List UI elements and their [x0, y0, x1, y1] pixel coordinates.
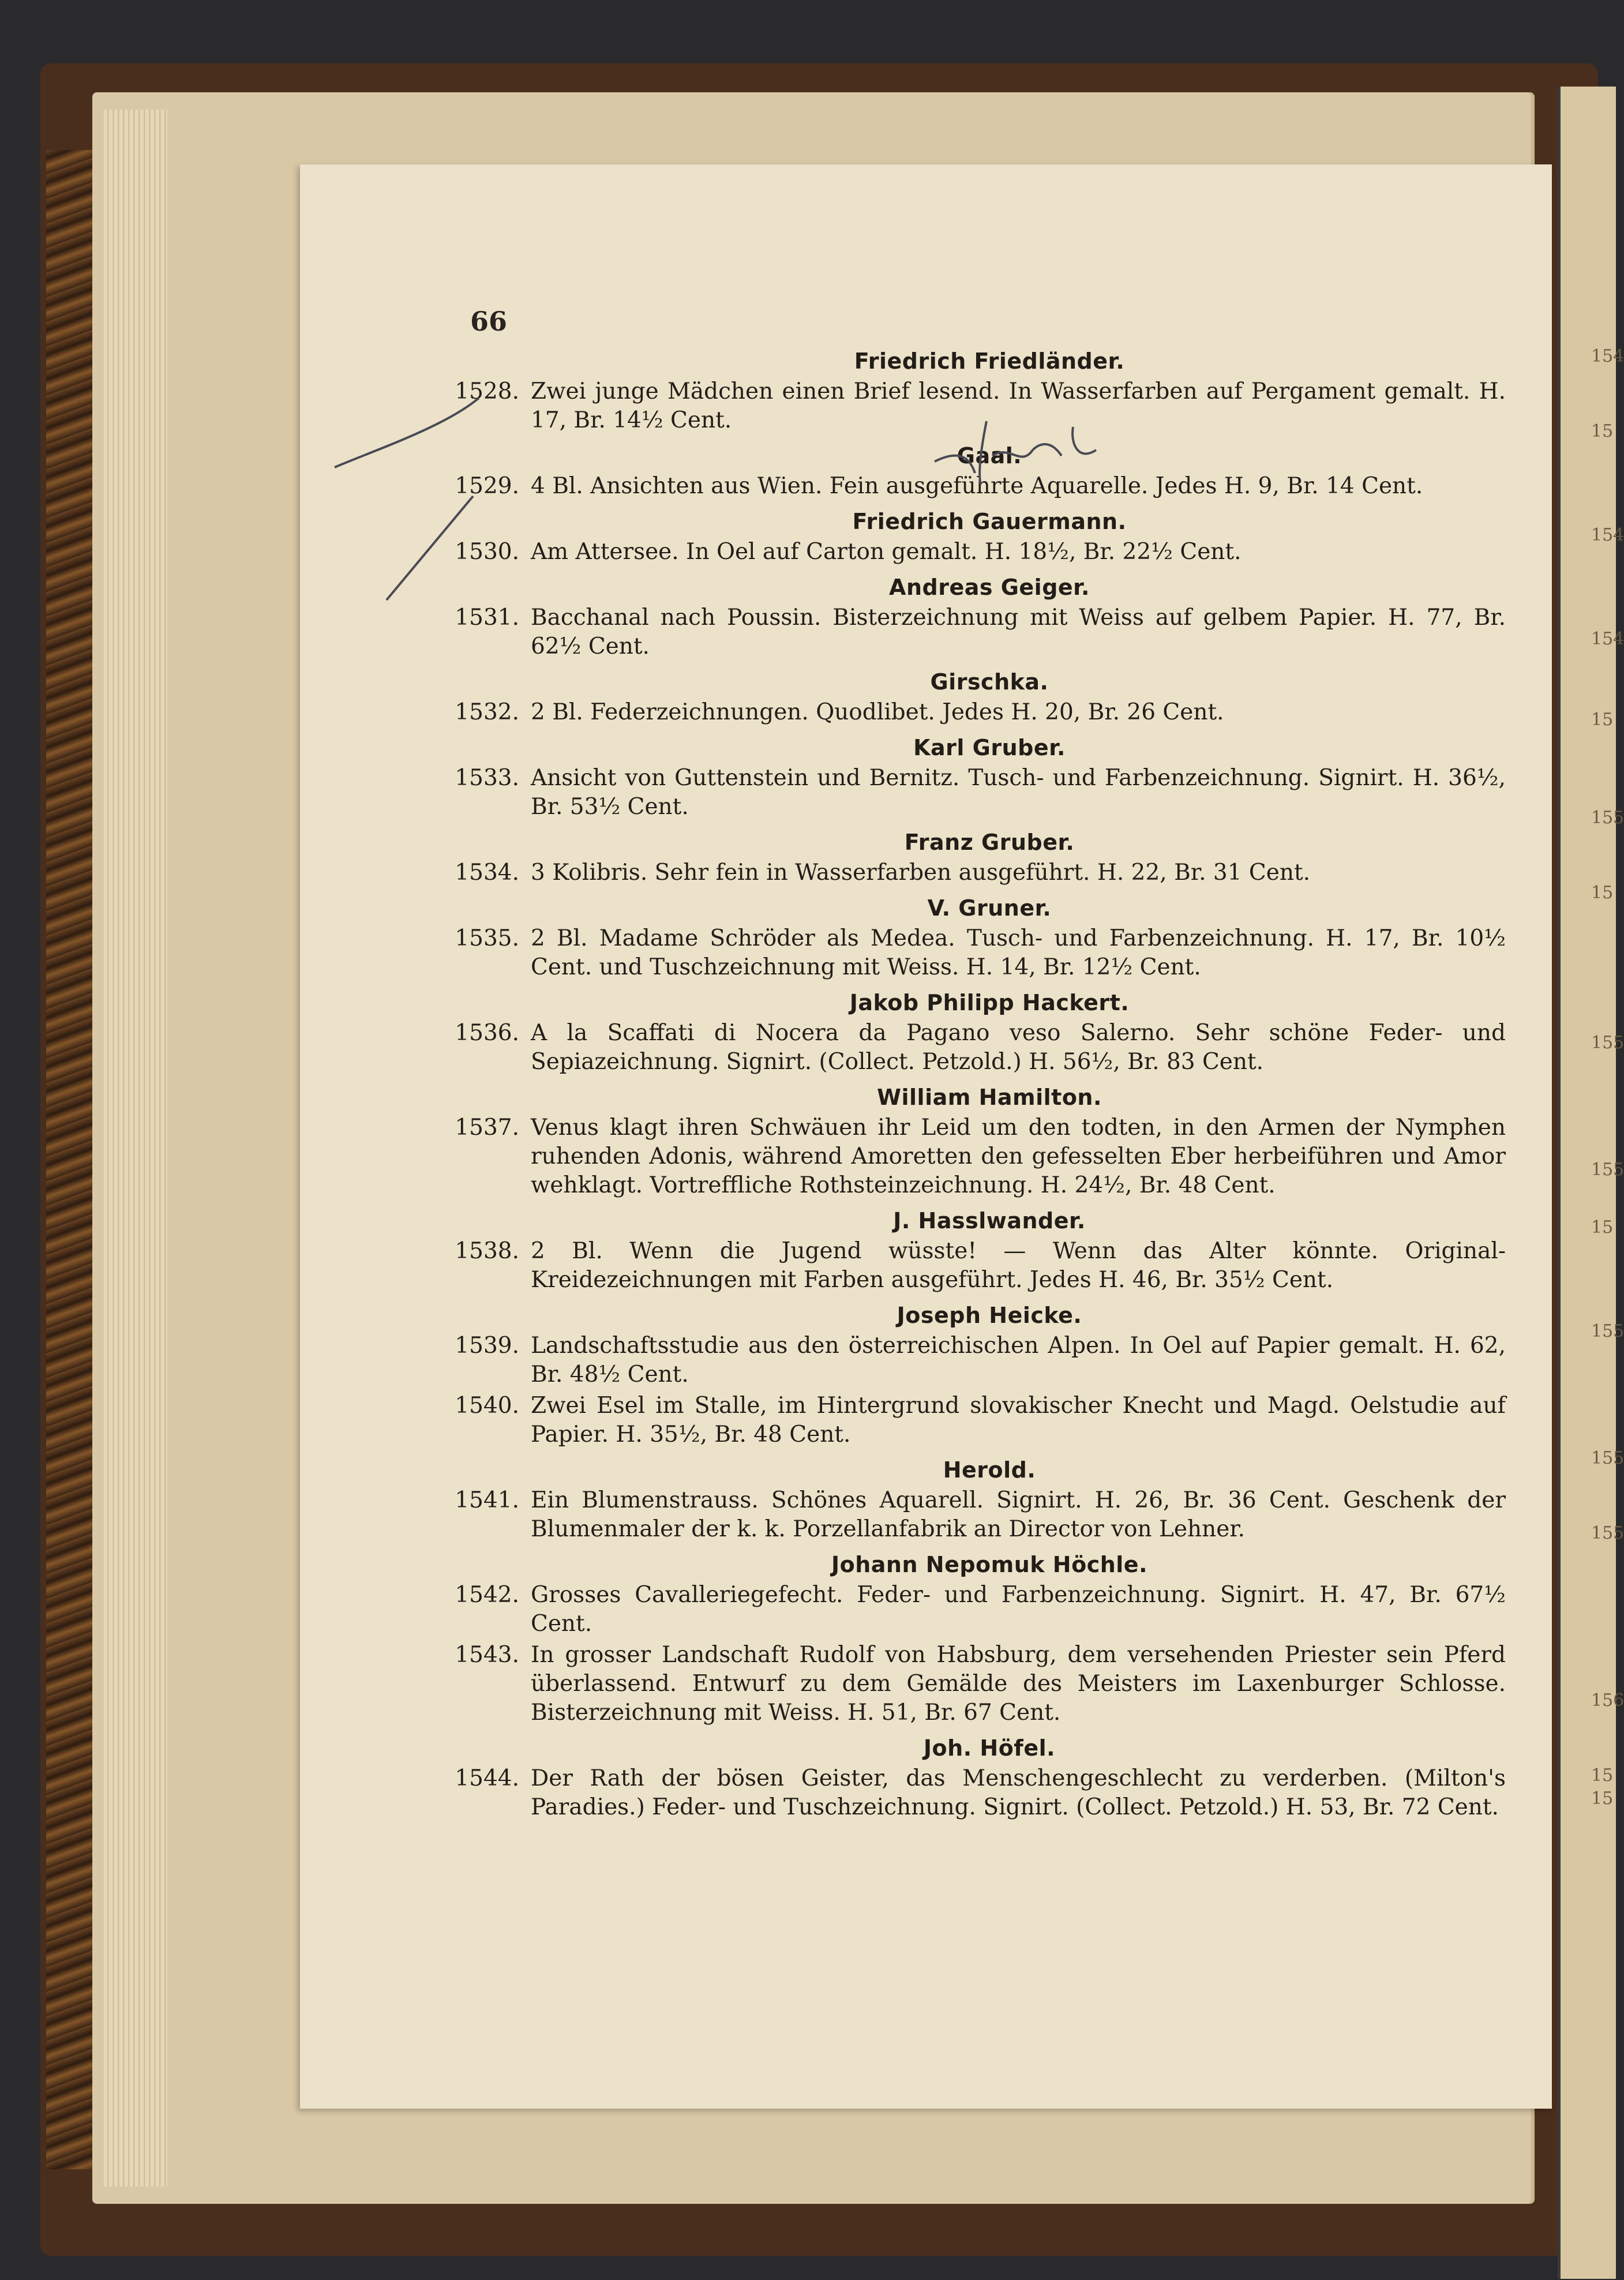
catalog-entry — [455, 1113, 1506, 1200]
entry-number: 1532. — [455, 699, 519, 725]
adjacent-entry-number: 15 — [1591, 1217, 1614, 1238]
entry-text: Ansicht von Guttenstein und Bernitz. Tusch- und Farbenzeichnung. Signirt. H. 36½, Br. 53½ Cent. — [531, 765, 1506, 820]
artist-heading: William Hamilton. — [877, 1085, 1102, 1110]
catalog-entry — [455, 1392, 1506, 1449]
entry-text: Am Attersee. In Oel auf Carton gemalt. H. 18½, Br. 22½ Cent. — [531, 539, 1242, 565]
adjacent-entry-number: 155 — [1591, 1321, 1624, 1341]
entry-number: 1541. — [455, 1487, 519, 1513]
catalog-entry — [455, 1332, 1506, 1389]
artist-heading: Gaal. — [957, 443, 1022, 468]
artist-heading: Friedrich Gauermann. — [852, 509, 1127, 534]
adjacent-entry-number: 15 — [1591, 1765, 1614, 1786]
catalog-entry — [455, 1764, 1506, 1822]
entry-number: 1528. — [455, 378, 519, 404]
catalog-entry — [455, 1581, 1506, 1638]
entry-text: A la Scaffati di Nocera da Pagano veso Salerno. Sehr schöne Feder- und Sepiazeichnung. Signirt. (Collect. Petzold.) H. 56½, Br. 83 Cent. — [531, 1020, 1506, 1075]
entry-number: 1537. — [455, 1115, 519, 1141]
entry-text: Zwei junge Mädchen einen Brief lesend. In Wasserfarben auf Pergament gemalt. H. 17, Br. 14½ Cent. — [531, 378, 1506, 433]
page-edges — [104, 110, 167, 2187]
adjacent-entry-number: 154 — [1591, 525, 1624, 545]
adjacent-entry-number: 154 — [1591, 629, 1624, 649]
adjacent-entry-number: 15 — [1591, 1788, 1614, 1809]
artist-heading: Friedrich Friedländer. — [854, 348, 1125, 374]
pencil-mark — [329, 392, 513, 612]
catalog-content — [455, 340, 1506, 1824]
artist-heading: Andreas Geiger. — [889, 575, 1090, 600]
entry-number: 1531. — [455, 605, 519, 631]
catalog-entry — [455, 538, 1506, 567]
entry-number: 1536. — [455, 1020, 519, 1046]
catalog-entry — [455, 603, 1506, 661]
adjacent-entry-number: 154 — [1591, 346, 1624, 366]
entry-text: 4 Bl. Ansichten aus Wien. Fein ausgeführte Aquarelle. Jedes H. 9, Br. 14 Cent. — [531, 473, 1423, 499]
entry-text: Grosses Cavalleriegefecht. Feder- und Farbenzeichnung. Signirt. H. 47, Br. 67½ Cent. — [531, 1582, 1506, 1637]
artist-heading: J. Hasslwander. — [893, 1208, 1086, 1233]
entry-number: 1539. — [455, 1333, 519, 1359]
artist-heading: Herold. — [943, 1457, 1036, 1483]
artist-heading: Karl Gruber. — [913, 735, 1066, 760]
artist-heading: Girschka. — [930, 669, 1049, 695]
entry-text: Der Rath der bösen Geister, das Menschengeschlecht zu verderben. (Milton's Paradies.) Feder- und Tuschzeichnung. Signirt. (Collect. Petzold.) H. 53, Br. 72 Cent. — [531, 1765, 1506, 1820]
adjacent-entry-number: 155 — [1591, 1523, 1624, 1543]
artist-heading: V. Gruner. — [927, 895, 1052, 921]
artist-heading: Franz Gruber. — [904, 830, 1075, 855]
entry-text: 2 Bl. Wenn die Jugend wüsste! — Wenn das Alter könnte. Original-Kreidezeichnungen mit Farben ausgeführt. Jedes H. 46, Br. 35½ Cent. — [531, 1238, 1506, 1293]
entry-number: 1538. — [455, 1238, 519, 1264]
entry-text: Zwei Esel im Stalle, im Hintergrund slovakischer Knecht und Magd. Oelstudie auf Papier. H. 35½, Br. 48 Cent. — [531, 1393, 1506, 1447]
artist-heading: Jakob Philipp Hackert. — [849, 990, 1130, 1015]
catalog-entry — [455, 698, 1506, 727]
catalog-entry — [455, 1486, 1506, 1544]
artist-heading: Joh. Höfel. — [923, 1735, 1056, 1761]
entry-number: 1533. — [455, 765, 519, 791]
entry-number: 1543. — [455, 1642, 519, 1668]
catalog-entry — [455, 858, 1506, 887]
entry-number: 1544. — [455, 1765, 519, 1791]
entry-text: Venus klagt ihren Schwäuen ihr Leid um den todten, in den Armen der Nymphen ruhenden Adonis, während Amoretten den gefesselten Eber herbeiführen und Amor wehklagt. Vortreffliche Rothsteinzeichnung. H. 24½, Br. 48 Cent. — [531, 1115, 1506, 1198]
catalog-entry — [455, 1019, 1506, 1077]
catalog-entry — [455, 1641, 1506, 1727]
catalog-entry — [455, 764, 1506, 822]
entry-text: Landschaftsstudie aus den österreichischen Alpen. In Oel auf Papier gemalt. H. 62, Br. 48½ Cent. — [531, 1333, 1506, 1387]
entry-text: 2 Bl. Madame Schröder als Medea. Tusch- und Farbenzeichnung. H. 17, Br. 10½ Cent. und Tuschzeichnung mit Weiss. H. 14, Br. 12½ Cent. — [531, 925, 1506, 980]
entry-number: 1540. — [455, 1393, 519, 1419]
pencil-annotation — [923, 410, 1131, 490]
entry-text: 2 Bl. Federzeichnungen. Quodlibet. Jedes H. 20, Br. 26 Cent. — [531, 699, 1224, 725]
adjacent-entry-number: 155 — [1591, 808, 1624, 828]
artist-heading: Johann Nepomuk Höchle. — [831, 1552, 1148, 1577]
adjacent-entry-number: 15 — [1591, 883, 1614, 903]
entry-text: Ein Blumenstrauss. Schönes Aquarell. Signirt. H. 26, Br. 36 Cent. Geschenk der Blumenmaler der k. k. Porzellanfabrik an Director von Lehner. — [531, 1487, 1506, 1542]
adjacent-entry-number: 156 — [1591, 1690, 1624, 1711]
adjacent-page — [1558, 87, 1616, 2279]
entry-number: 1542. — [455, 1582, 519, 1608]
entry-text: Bacchanal nach Poussin. Bisterzeichnung mit Weiss auf gelbem Papier. H. 77, Br. 62½ Cent. — [531, 605, 1506, 659]
entry-number: 1534. — [455, 860, 519, 886]
catalog-entry — [455, 1237, 1506, 1295]
adjacent-entry-number: 155 — [1591, 1448, 1624, 1468]
adjacent-entry-number: 15 — [1591, 710, 1614, 730]
page-number: 66 — [470, 306, 508, 337]
entry-number: 1535. — [455, 925, 519, 951]
entry-text: In grosser Landschaft Rudolf von Habsburg, dem versehenden Priester sein Pferd überlassend. Entwurf zu dem Gemälde des Meisters im Laxenburger Schlosse. Bisterzeichnung mit Weiss. H. 51, Br. 67 Cent. — [531, 1642, 1506, 1726]
adjacent-entry-number: 15 — [1591, 421, 1614, 441]
adjacent-entry-number: 155 — [1591, 1033, 1624, 1053]
entry-text: 3 Kolibris. Sehr fein in Wasserfarben ausgeführt. H. 22, Br. 31 Cent. — [531, 860, 1311, 886]
entry-number: 1530. — [455, 539, 519, 565]
adjacent-entry-number: 155 — [1591, 1160, 1624, 1180]
catalog-entry — [455, 924, 1506, 982]
artist-heading: Joseph Heicke. — [897, 1303, 1082, 1328]
entry-number: 1529. — [455, 473, 519, 499]
